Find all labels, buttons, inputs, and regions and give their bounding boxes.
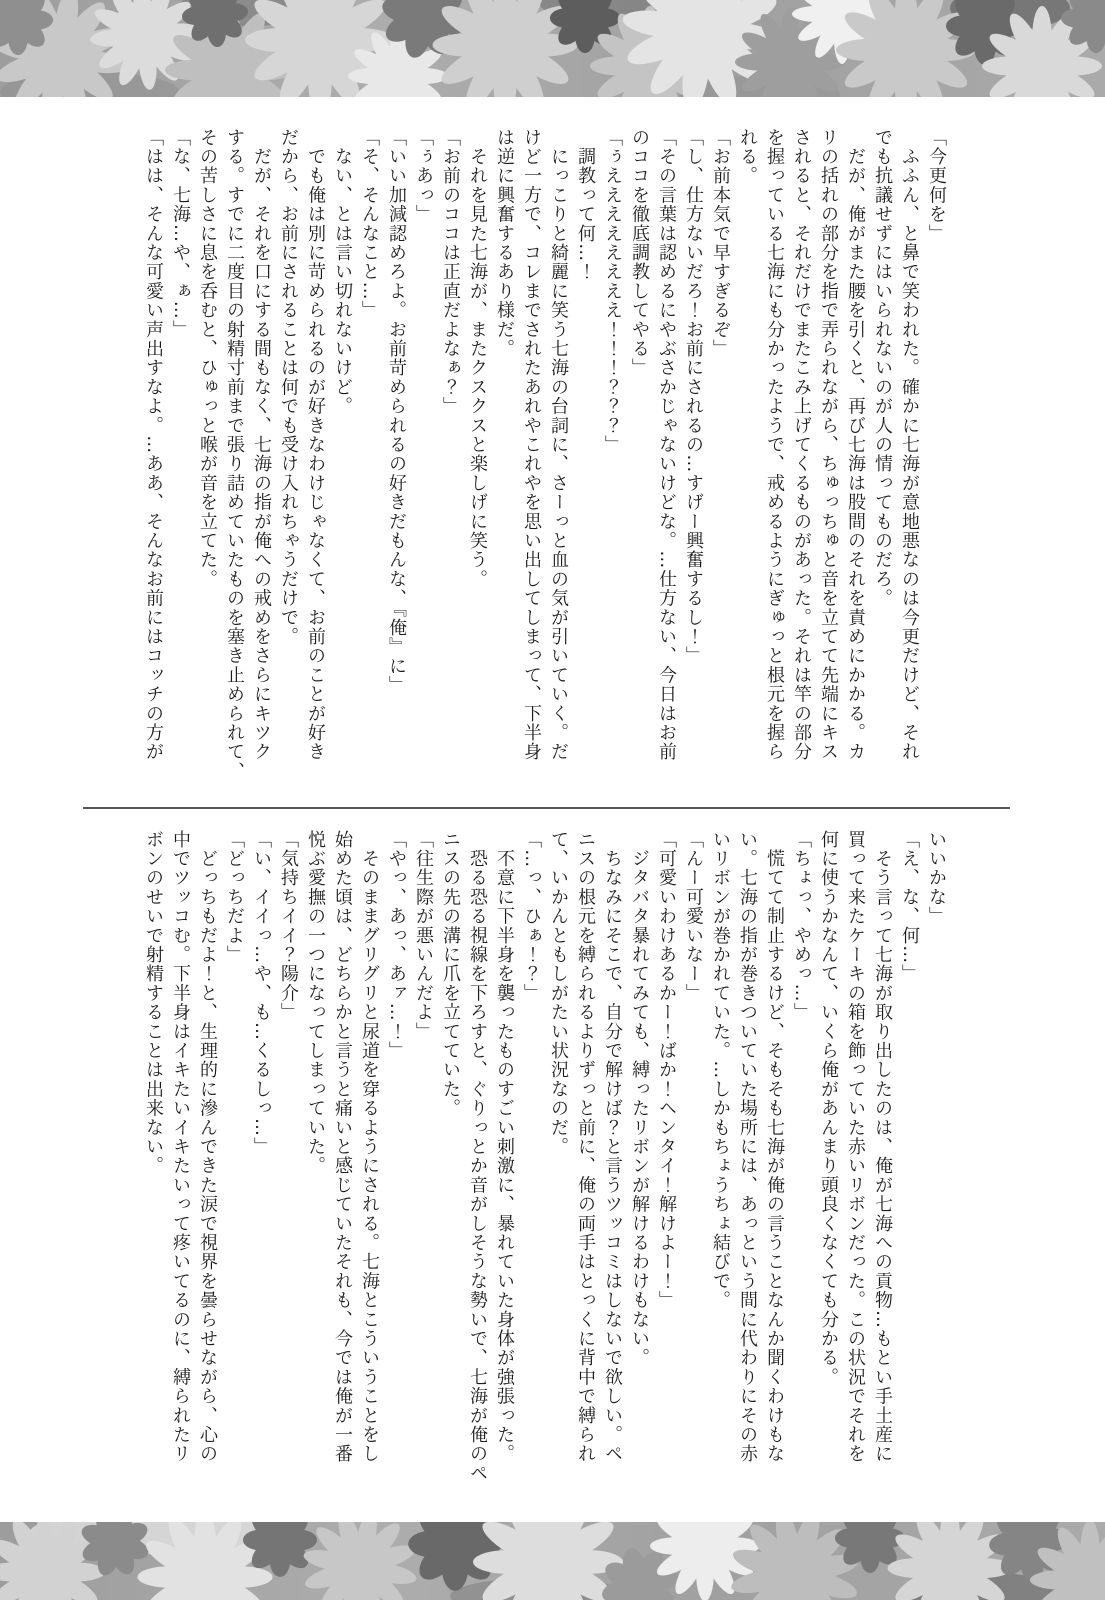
- text-column: ない、とは言い切れないけど。: [332, 128, 353, 416]
- floral-pattern-top-svg: [0, 0, 1105, 97]
- text-column: 「ぅええええええええ！！！？？？」: [602, 128, 623, 455]
- text-column: 「いい加減認めろよ。お前苛められるの好きだもんな、『俺』に」: [386, 128, 407, 695]
- text-column: 「んー可愛いなー」: [683, 830, 704, 1003]
- text-column: 「そ、そんなこと…」: [359, 128, 380, 320]
- text-column: 「ちょっ、やめっ…」: [791, 830, 812, 1022]
- text-column: だが、それを口にする間もなく、七海の指が俺への戒めをさらにキツク: [251, 128, 272, 762]
- text-column: 買って来たケーキの箱を飾っていた赤いリボンだった。この状況でそれを: [845, 830, 866, 1464]
- text-column: れる。: [737, 128, 758, 186]
- text-column: 中でツッコむ。下半身はイキたいイキたいって疼いてるのに、縛られたリ: [170, 830, 191, 1464]
- text-column: そう言って七海が取り出したのは、俺が七海への貢物…もとい手土産に: [872, 830, 893, 1464]
- text-column: 「その言葉は認めるにやぶさかじゃないけどな。…仕方ない、今日はお前: [656, 128, 677, 762]
- text-column: 「…っ、ひぁ！？」: [521, 830, 542, 1003]
- text-column: 「お前本気で早すぎるぞ」: [710, 128, 731, 359]
- floral-border-top: [0, 0, 1105, 97]
- text-column: 「やっ、あっ、あァ…！」: [386, 830, 407, 1061]
- text-column: されると、それだけでまたこみ上げてくるものがあった。それは竿の部分: [791, 128, 812, 762]
- text-block-top: [140, 128, 950, 784]
- text-column: 「え、な、何…」: [899, 830, 920, 984]
- text-column: 「はは、そんな可愛い声出すなよ。…ああ、そんなお前にはコッチの方が: [143, 128, 164, 762]
- text-column: 恐る恐る視線を下ろすと、ぐりっとか音がしそうな勢いで、七海が俺のペ: [467, 830, 488, 1483]
- text-column: それを見た七海が、またクスクスと楽しげに笑う。: [467, 128, 488, 589]
- text-column: 不意に下半身を襲ったものすごい刺激に、暴れていた身体が強張った。: [494, 830, 515, 1464]
- text-column: 「往生際が悪いんだよ」: [413, 830, 434, 1042]
- text-column: だから、お前にされることは何でも受け入れちゃうだけで。: [278, 128, 299, 647]
- text-column: 「お前のココは正直だよなぁ？」: [440, 128, 461, 416]
- text-column: だが、俺がまた腰を引くと、再び七海は股間のそれを責めにかかる。カ: [845, 128, 866, 762]
- floral-pattern-bottom-svg: [0, 1522, 1105, 1600]
- text-column: 「ぅあっ」: [413, 128, 434, 224]
- text-column: ボンのせいで射精することは出来ない。: [143, 830, 164, 1176]
- text-column: どっちもだよ！と、生理的に滲んできた涙で視界を曇らせながら、心の: [197, 830, 218, 1464]
- text-column: 「な、七海…や、ぁ…」: [170, 128, 191, 340]
- text-column: けど一方で、コレまでされたあれやこれやを思い出してしまって、下半身: [521, 128, 542, 762]
- text-column: でも抗議せずにはいられないのが人の情ってものだろ。: [872, 128, 893, 608]
- text-column: 「し、仕方ないだろ！お前にされるの…すげー興奮するし！」: [683, 128, 704, 666]
- text-column: そのままグリグリと尿道を穿るようにされる。七海とこういうことをし: [359, 830, 380, 1464]
- text-column: その苦しさに息を呑むと、ひゅっと喉が音を立てた。: [197, 128, 218, 589]
- text-column: のココを徹底調教してやる」: [629, 128, 650, 378]
- text-column: ちなみにそこで、自分で解けば？と言うツッコミはしないで欲しい。ペ: [602, 830, 623, 1464]
- text-column: いいかな」: [926, 830, 947, 926]
- text-column: いリボンが巻かれていた。…しかもちょうちょ結びで。: [710, 830, 731, 1310]
- text-column: 悦ぶ愛撫の一つになってしまっていた。: [305, 830, 326, 1176]
- text-column: を握っている七海にも分かったようで、戒めるようにぎゅっと根元を握ら: [764, 128, 785, 762]
- text-column: は逆に興奮するあり様だ。: [494, 128, 515, 359]
- text-column: ニスの先の溝に爪を立てていた。: [440, 830, 461, 1118]
- text-column: でも俺は別に苛められるのが好きなわけじゃなくて、お前のことが好き: [305, 128, 326, 762]
- text-column: する。すでに二度目の射精寸前まで張り詰めていたものを塞き止められて、: [224, 128, 245, 781]
- text-column: にっこりと綺麗に笑う七海の台詞に、さーっと血の気が引いていく。だ: [548, 128, 569, 762]
- text-column: リの括れの部分を指で弄られながら、ちゅっちゅと音を立てて先端にキス: [818, 128, 839, 762]
- text-column: い。七海の指が巻きついていた場所には、あっという間に代わりにその赤: [737, 830, 758, 1464]
- text-column: 調教って何…！: [575, 128, 596, 282]
- text-column: 何に使うかなんて、いくら俺があんまり頭良くなくても分かる。: [818, 830, 839, 1387]
- text-column: ジタバタ暴れてみても、縛ったリボンが解けるわけもない。: [629, 830, 650, 1368]
- text-column: 始めた頃は、どちらかと言うと痛いと感じていたそれも、今では俺が一番: [332, 830, 353, 1464]
- text-block-bottom: [140, 830, 950, 1488]
- floral-border-bottom: [0, 1522, 1105, 1600]
- text-column: 「どっちだよ」: [224, 830, 245, 965]
- text-column: ふふん、と鼻で笑われた。確かに七海が意地悪なのは今更だけど、それ: [899, 128, 920, 762]
- text-column: 「い、イイっ…や、も…くるしっ…」: [251, 830, 272, 1157]
- text-column: 慌てて制止するけど、そもそも七海が俺の言うことなんか聞くわけもな: [764, 830, 785, 1464]
- text-column: 「今更何を」: [926, 128, 947, 244]
- text-column: て、いかんともしがたい状況なのだ。: [548, 830, 569, 1157]
- section-divider: [83, 807, 1010, 809]
- text-column: 「気持ちイイ？陽介」: [278, 830, 299, 1022]
- text-column: ニスの根元を縛られるよりずっと前に、俺の両手はとっくに背中で縛られ: [575, 830, 596, 1464]
- text-column: 「可愛いわけあるかー！ばか！ヘンタイ！解けよー！」: [656, 830, 677, 1310]
